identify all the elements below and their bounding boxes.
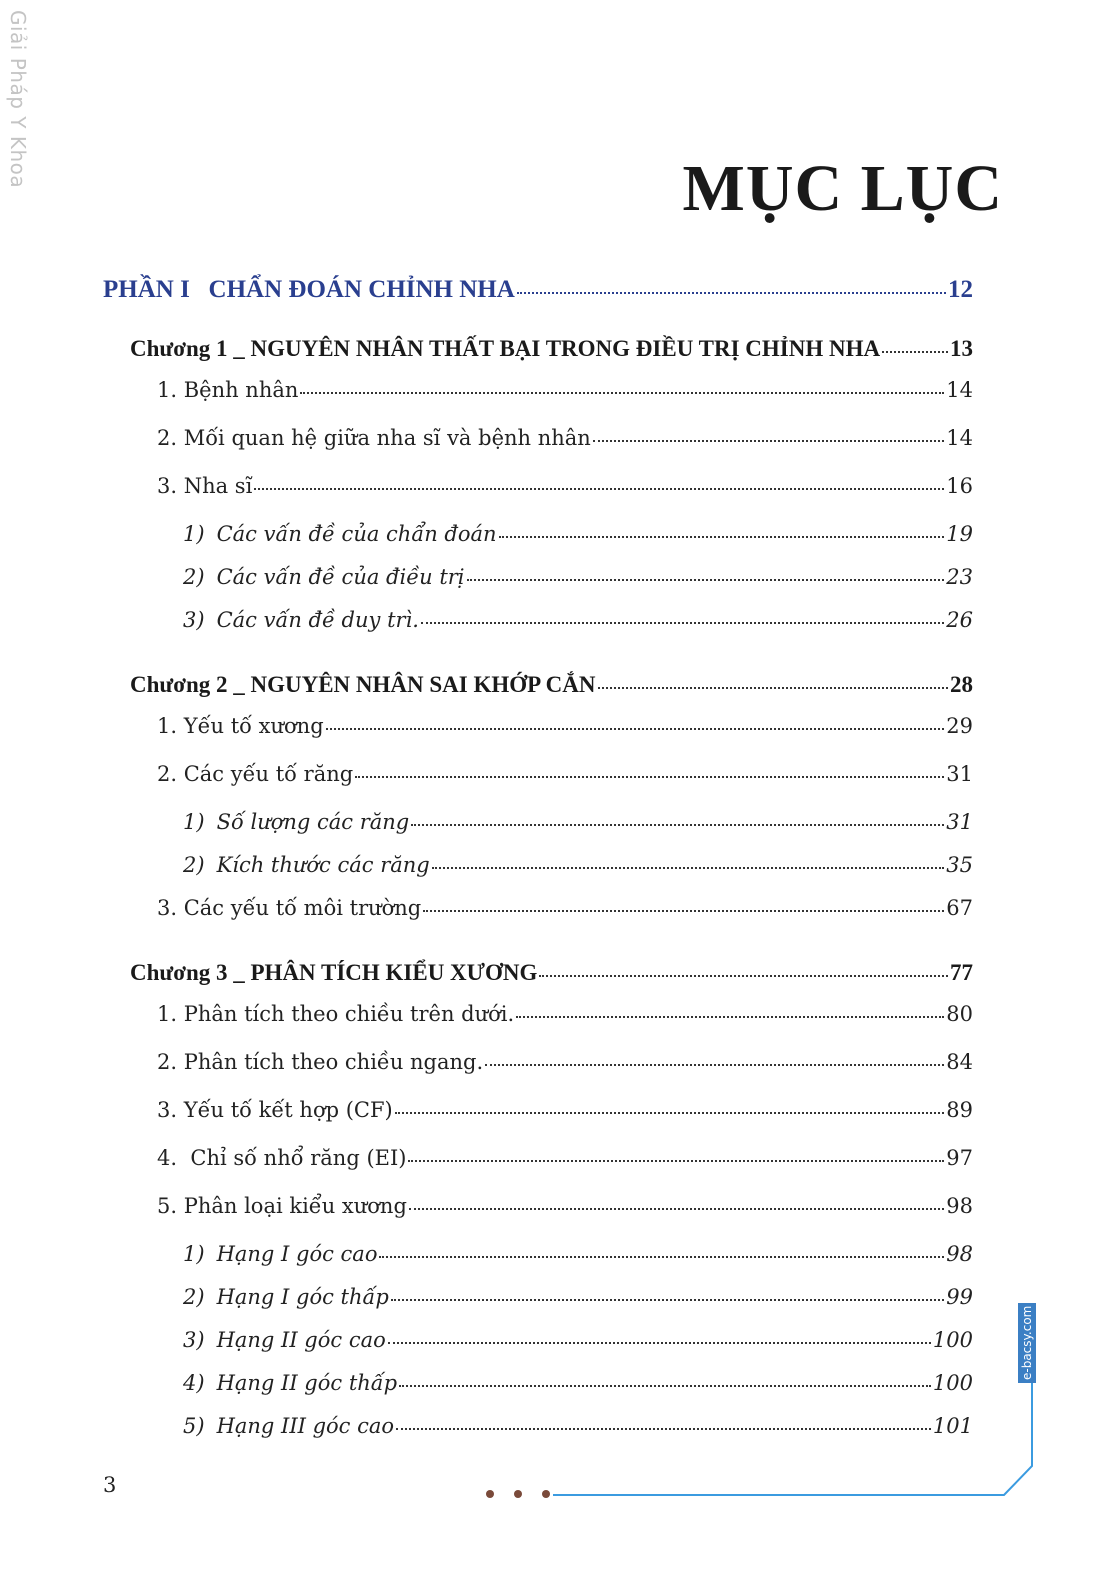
toc-page: 12: [948, 276, 973, 303]
dot-leader: [411, 824, 944, 826]
site-tag: e-bacsy.com: [1018, 1303, 1036, 1383]
toc-label: Chương 1 _ NGUYÊN NHÂN THẤT BẠI TRONG ĐIỀU TRỊ CHỈNH NHA: [130, 336, 881, 361]
toc-chapter-2[interactable]: [130, 673, 973, 696]
toc-subsection-3-5-2[interactable]: [183, 1287, 973, 1308]
toc-page: 77: [950, 960, 973, 985]
toc-subsection-3-5-4[interactable]: [183, 1373, 973, 1394]
toc-sub-number: 4): [183, 1371, 205, 1395]
toc-sub-number: 5): [183, 1414, 205, 1438]
toc-page: 14: [946, 378, 973, 402]
toc-subsection-2-2-2[interactable]: [183, 855, 973, 876]
toc-sub-number: 3): [183, 1328, 205, 1352]
dot-leader: [882, 351, 948, 353]
toc-part-1[interactable]: [103, 277, 973, 302]
toc-page: 99: [946, 1285, 973, 1309]
toc-label: Chương 2 _ NGUYÊN NHÂN SAI KHỚP CẮN: [130, 672, 596, 697]
toc-sub-number: 2): [183, 1285, 205, 1309]
toc-subsection-3-5-1[interactable]: [183, 1244, 973, 1265]
dot-leader: [409, 1208, 944, 1210]
dot-leader: [593, 440, 944, 442]
toc-subsection-1-3-2[interactable]: [183, 567, 973, 588]
dot-leader: [379, 1256, 944, 1258]
toc-label: Hạng I góc cao: [216, 1242, 378, 1266]
toc-page: 31: [946, 810, 973, 834]
dot-leader: [408, 1160, 944, 1162]
toc-section-3-2[interactable]: [157, 1052, 973, 1073]
toc-subsection-2-2-1[interactable]: [183, 812, 973, 833]
footer-dot: [514, 1490, 522, 1498]
toc-chapter-1[interactable]: [130, 337, 973, 360]
toc-page: 98: [946, 1242, 973, 1266]
toc-label: PHẦN I CHẨN ĐOÁN CHỈNH NHA: [103, 276, 515, 303]
dot-leader: [423, 910, 944, 912]
toc-subsection-3-5-5[interactable]: [183, 1416, 973, 1437]
page-number: 3: [103, 1473, 117, 1497]
toc-label: 1. Phân tích theo chiều trên dưới.: [157, 1002, 515, 1026]
toc-sub-number: 1): [183, 1242, 205, 1266]
toc-page: 23: [946, 565, 973, 589]
dot-leader: [539, 975, 948, 977]
toc-section-3-5[interactable]: [157, 1196, 973, 1217]
dot-leader: [485, 1064, 944, 1066]
toc-page: 80: [946, 1002, 973, 1026]
toc-page: 98: [946, 1194, 973, 1218]
dot-leader: [355, 776, 944, 778]
toc-page: 97: [946, 1146, 973, 1170]
toc-sub-number: 1): [183, 810, 205, 834]
dot-leader: [399, 1385, 931, 1387]
footer-dots: [486, 1490, 550, 1498]
toc-section-2-2[interactable]: [157, 764, 973, 785]
dot-leader: [254, 488, 944, 490]
toc-page: 28: [950, 672, 973, 697]
toc-label: Hạng II góc cao: [216, 1328, 386, 1352]
toc-page: 14: [946, 426, 973, 450]
toc-label: Các vấn đề của điều trị: [216, 565, 465, 589]
toc-page: 16: [946, 474, 973, 498]
dot-leader: [388, 1342, 931, 1344]
dot-leader: [396, 1428, 931, 1430]
dot-leader: [300, 392, 944, 394]
toc-page: 35: [946, 853, 973, 877]
toc-label: 2. Phân tích theo chiều ngang.: [157, 1050, 484, 1074]
dot-leader: [517, 292, 946, 294]
toc-subsection-3-5-3[interactable]: [183, 1330, 973, 1351]
toc-section-3-3[interactable]: [157, 1100, 973, 1121]
toc-section-1-1[interactable]: [157, 380, 973, 401]
toc-sub-number: 2): [183, 565, 205, 589]
toc-label: Các vấn đề duy trì.: [216, 608, 419, 632]
toc-section-1-2[interactable]: [157, 428, 973, 449]
toc-page: 26: [946, 608, 973, 632]
toc-page: 31: [946, 762, 973, 786]
toc-label: 1. Bệnh nhân: [157, 378, 299, 402]
dot-leader: [467, 579, 945, 581]
dot-leader: [421, 622, 944, 624]
dot-leader: [598, 687, 948, 689]
toc-label: 3. Nha sĩ: [157, 474, 253, 498]
footer-dot: [542, 1490, 550, 1498]
toc-page: 67: [946, 896, 973, 920]
toc-sub-number: 1): [183, 522, 205, 546]
toc-label: 1. Yếu tố xương: [157, 714, 324, 738]
dot-leader: [432, 867, 945, 869]
toc-page: 89: [946, 1098, 973, 1122]
toc-label: 3. Các yếu tố môi trường: [157, 896, 422, 920]
dot-leader: [326, 728, 945, 730]
toc-label: 2. Mối quan hệ giữa nha sĩ và bệnh nhân: [157, 426, 591, 450]
toc-sub-number: 3): [183, 608, 205, 632]
toc-subsection-1-3-3[interactable]: [183, 610, 973, 631]
toc-page: 29: [946, 714, 973, 738]
toc-label: 2. Các yếu tố răng: [157, 762, 354, 786]
footer-dot: [486, 1490, 494, 1498]
page-title: MỤC LỤC: [682, 152, 1003, 225]
dot-leader: [395, 1112, 945, 1114]
dot-leader: [516, 1016, 944, 1018]
toc-page: 13: [950, 336, 973, 361]
toc-section-1-3[interactable]: [157, 476, 973, 497]
toc-label: Hạng II góc thấp: [216, 1371, 398, 1395]
toc-label: Kích thước các răng: [216, 853, 430, 877]
toc-sub-number: 2): [183, 853, 205, 877]
toc-section-3-4[interactable]: [157, 1148, 973, 1169]
toc-section-2-1[interactable]: [157, 716, 973, 737]
toc-chapter-3[interactable]: [130, 961, 973, 984]
toc-label: Số lượng các răng: [216, 810, 410, 834]
toc-label: 5. Phân loại kiểu xương: [157, 1194, 407, 1218]
side-watermark: Giải Pháp Y Khoa: [6, 10, 30, 189]
toc-label: Hạng III góc cao: [216, 1414, 395, 1438]
dot-leader: [391, 1299, 944, 1301]
toc-section-2-3[interactable]: [157, 898, 973, 919]
toc-label: Hạng I góc thấp: [216, 1285, 389, 1309]
toc-page: 19: [946, 522, 973, 546]
toc-page: 84: [946, 1050, 973, 1074]
toc-page: 100: [932, 1371, 973, 1395]
toc-label: Các vấn đề của chẩn đoán: [216, 522, 497, 546]
toc-label: Chương 3 _ PHÂN TÍCH KIỂU XƯƠNG: [130, 960, 538, 985]
dot-leader: [499, 536, 945, 538]
toc-label: 3. Yếu tố kết hợp (CF): [157, 1098, 393, 1122]
toc-subsection-1-3-1[interactable]: [183, 524, 973, 545]
toc-section-3-1[interactable]: [157, 1004, 973, 1025]
toc-label: 4. Chỉ số nhổ răng (EI): [157, 1146, 407, 1170]
toc-page: 100: [932, 1328, 973, 1352]
toc-page: 101: [932, 1414, 973, 1438]
